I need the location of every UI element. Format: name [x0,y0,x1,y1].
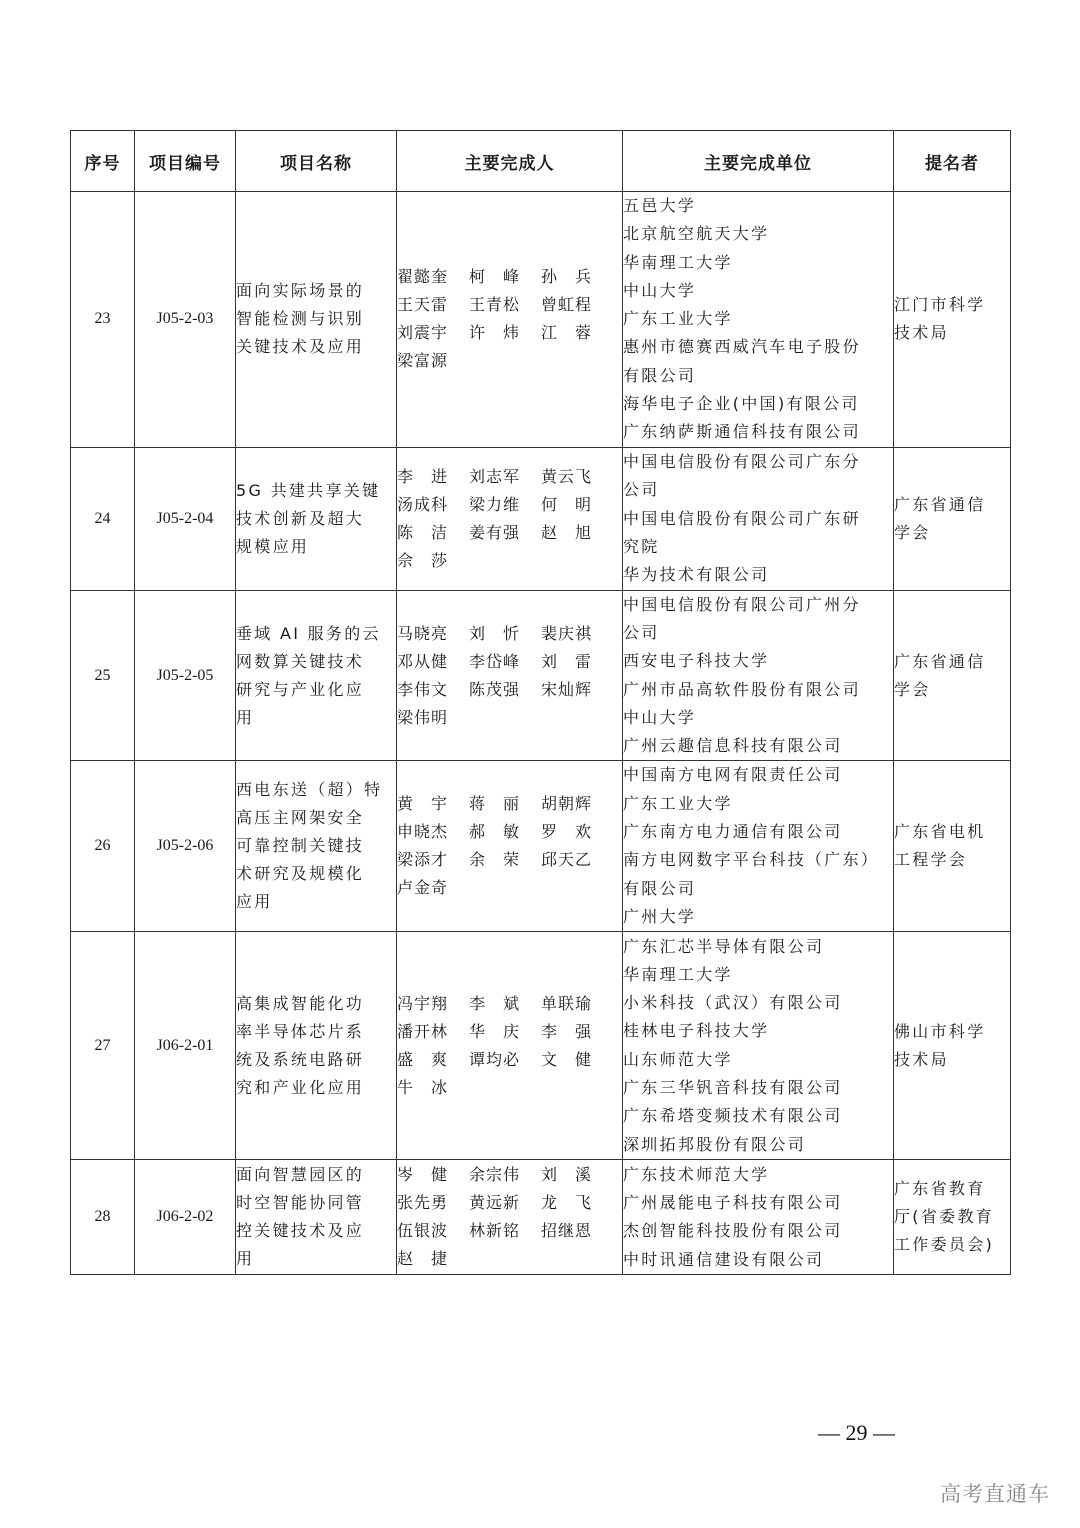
person-name: 余 宗 伟 [469,1165,519,1185]
people-line [397,319,622,347]
project-name-line: 技术创新及超大 [236,508,365,528]
header-nominator: 提名者 [894,131,1011,192]
nominator-cell [894,761,1011,932]
person-name: 盛 爽 [397,1049,447,1069]
people-line [397,547,622,575]
project-name-line: 垂域 AI 服务的云 [236,623,381,643]
people-line [397,1018,622,1046]
unit-line: 公司 [623,480,660,500]
unit-line: 惠州市德赛西威汽车电子股份 [623,337,861,357]
nominator-line: 广东省通信 [894,494,986,514]
unit-line: 华为技术有限公司 [623,565,770,585]
unit-line: 中国电信股份有限公司广东分 [623,451,861,471]
award-projects-table [70,130,1011,1275]
people-line [397,846,622,874]
project-name-cell [236,192,397,448]
project-name-line: 率半导体芯片系 [236,1021,365,1041]
unit-line: 中时讯通信建设有限公司 [623,1249,825,1269]
person-name: 梁 伟 明 [397,707,447,727]
person-name: 牛 冰 [397,1077,447,1097]
person-name: 邱 天 乙 [541,850,591,870]
nominator-line: 学会 [894,522,931,542]
project-name-line: 术研究及规模化 [236,864,365,884]
project-name-cell [236,447,397,590]
person-name: 王 天 雷 [397,295,447,315]
unit-line: 中山大学 [623,280,697,300]
project-name-cell [236,932,397,1160]
people-line [397,1217,622,1245]
people-line [397,1046,622,1074]
project-name-line: 关键技术及应用 [236,337,365,357]
person-name: 何 明 [541,494,591,514]
nominator-line: 工程学会 [894,850,968,870]
table-row [71,447,1011,590]
people-line [397,463,622,491]
person-name: 刘 雷 [541,651,591,671]
table-row [71,1160,1011,1275]
person-name: 罗 欢 [541,822,591,842]
project-name-line: 网数算关键技术 [236,651,365,671]
person-name: 文 健 [541,1049,591,1069]
project-code-cell: J05-2-03 [135,192,236,448]
unit-line: 广东三华钒音科技有限公司 [623,1078,843,1098]
people-cell [397,932,623,1160]
header-name: 项目名称 [236,131,397,192]
units-cell [623,590,894,761]
people-line [397,291,622,319]
nominator-cell [894,192,1011,448]
units-cell [623,447,894,590]
person-name: 梁 富 源 [397,351,447,371]
project-name-line: 应用 [236,892,273,912]
person-name: 梁 力 维 [469,494,519,514]
project-name-line: 高集成智能化功 [236,993,365,1013]
person-name: 谭 均 必 [469,1049,519,1069]
project-name-line: 研究与产业化应 [236,679,365,699]
nominator-line: 厅(省委教育 [894,1207,995,1227]
people-line [397,818,622,846]
person-name: 李 伟 文 [397,679,447,699]
person-name: 岑 健 [397,1165,447,1185]
person-name: 潘 开 林 [397,1021,447,1041]
header-units: 主要完成单位 [623,131,894,192]
person-name: 华 庆 [469,1021,519,1041]
people-line [397,519,622,547]
nominator-cell [894,1160,1011,1275]
project-name-line: 西电东送（超）特 [236,780,383,800]
person-name: 蒋 丽 [469,794,519,814]
person-name: 曾 虹 程 [541,295,591,315]
project-code-cell: J05-2-04 [135,447,236,590]
people-line [397,263,622,291]
person-name: 龙 飞 [541,1193,591,1213]
nominator-line: 广东省通信 [894,651,986,671]
person-name: 马 晓 亮 [397,623,447,643]
unit-line: 华南理工大学 [623,964,733,984]
person-name: 张 先 勇 [397,1193,447,1213]
person-name: 裴 庆 祺 [541,623,591,643]
nominator-cell [894,932,1011,1160]
table-row [71,590,1011,761]
unit-line: 广州晟能电子科技有限公司 [623,1192,843,1212]
person-name: 余 荣 [469,850,519,870]
people-line [397,1245,622,1273]
project-name-line: 究和产业化应用 [236,1077,365,1097]
people-cell [397,761,623,932]
seq-cell: 27 [71,932,135,1160]
person-name: 翟 懿 奎 [397,267,447,287]
person-name: 刘 溪 [541,1165,591,1185]
person-name: 郝 敏 [469,822,519,842]
unit-line: 西安电子科技大学 [623,651,770,671]
unit-line: 深圳拓邦股份有限公司 [623,1134,807,1154]
unit-line: 公司 [623,622,660,642]
project-name-line: 5G 共建共享关键 [236,480,381,500]
unit-line: 中国电信股份有限公司广州分 [623,594,861,614]
person-name: 赵 捷 [397,1249,447,1269]
people-line [397,491,622,519]
person-name: 刘 志 军 [469,466,519,486]
nominator-line: 技术局 [894,323,949,343]
project-name-line: 用 [236,707,255,727]
people-cell [397,192,623,448]
project-name-cell [236,761,397,932]
nominator-cell [894,590,1011,761]
unit-line: 广东纳萨斯通信科技有限公司 [623,422,861,442]
project-code-cell: J06-2-02 [135,1160,236,1275]
header-code: 项目编号 [135,131,236,192]
watermark: 高考直通车 [940,1482,1050,1506]
project-name-line: 统及系统电路研 [236,1049,365,1069]
unit-line: 广东技术师范大学 [623,1164,770,1184]
people-cell [397,1160,623,1275]
people-cell [397,590,623,761]
people-cell [397,447,623,590]
unit-line: 桂林电子科技大学 [623,1021,770,1041]
unit-line: 广东南方电力通信有限公司 [623,822,843,842]
project-code-cell: J05-2-05 [135,590,236,761]
people-line [397,874,622,902]
person-name: 伍 银 波 [397,1221,447,1241]
unit-line: 中国电信股份有限公司广东研 [623,508,861,528]
table-body [71,192,1011,1275]
unit-line: 山东师范大学 [623,1049,733,1069]
unit-line: 有限公司 [623,878,697,898]
people-line [397,704,622,732]
people-line [397,1189,622,1217]
people-line [397,648,622,676]
person-name: 陈 洁 [397,522,447,542]
person-name: 邓 从 健 [397,651,447,671]
nominator-line: 工作委员会) [894,1235,995,1255]
unit-line: 有限公司 [623,365,697,385]
units-cell [623,192,894,448]
person-name: 申 晓 杰 [397,822,447,842]
table-header-row [71,131,1011,192]
seq-cell: 25 [71,590,135,761]
project-name-line: 可靠控制关键技 [236,836,365,856]
project-name-line: 时空智能协同管 [236,1193,365,1213]
project-name-cell [236,1160,397,1275]
nominator-line: 江门市科学 [894,295,986,315]
units-cell [623,932,894,1160]
unit-line: 广东工业大学 [623,309,733,329]
nominator-line: 广东省教育 [894,1179,986,1199]
unit-line: 广东工业大学 [623,793,733,813]
person-name: 姜 有 强 [469,522,519,542]
person-name: 宋 灿 辉 [541,679,591,699]
person-name: 胡 朝 辉 [541,794,591,814]
person-name: 赵 旭 [541,522,591,542]
unit-line: 广东汇芯半导体有限公司 [623,936,825,956]
table-row [71,761,1011,932]
people-line [397,347,622,375]
person-name: 林 新 铭 [469,1221,519,1241]
header-people: 主要完成人 [397,131,623,192]
seq-cell: 24 [71,447,135,590]
people-line [397,990,622,1018]
nominator-line: 学会 [894,679,931,699]
person-name: 佘 莎 [397,550,447,570]
people-line [397,620,622,648]
page-number: — 29 — [818,1420,895,1445]
unit-line: 南方电网数字平台科技（广东） [623,850,880,870]
people-line [397,676,622,704]
person-name: 汤 成 科 [397,494,447,514]
people-line [397,1161,622,1189]
person-name: 黄 云 飞 [541,466,591,486]
project-code-cell: J05-2-06 [135,761,236,932]
person-name: 刘 忻 [469,623,519,643]
person-name: 许 炜 [469,323,519,343]
project-name-line: 控关键技术及应 [236,1221,365,1241]
person-name: 刘 震 宇 [397,323,447,343]
units-cell [623,761,894,932]
person-name: 江 蓉 [541,323,591,343]
nominator-line: 佛山市科学 [894,1021,986,1041]
person-name: 黄 远 新 [469,1193,519,1213]
person-name: 李 强 [541,1021,591,1041]
project-name-line: 面向实际场景的 [236,281,365,301]
project-name-line: 智能检测与识别 [236,309,365,329]
person-name: 陈 茂 强 [469,679,519,699]
person-name: 梁 添 才 [397,850,447,870]
seq-cell: 26 [71,761,135,932]
person-name: 孙 兵 [541,267,591,287]
unit-line: 华南理工大学 [623,252,733,272]
person-name: 李 进 [397,466,447,486]
unit-line: 广州市品高软件股份有限公司 [623,679,861,699]
project-name-line: 面向智慧园区的 [236,1165,365,1185]
people-line [397,1074,622,1102]
unit-line: 广东希塔变频技术有限公司 [623,1106,843,1126]
person-name: 柯 峰 [469,267,519,287]
seq-cell: 28 [71,1160,135,1275]
person-name: 冯 宇 翔 [397,993,447,1013]
unit-line: 小米科技（武汉）有限公司 [623,993,843,1013]
person-name: 王 青 松 [469,295,519,315]
people-line [397,790,622,818]
project-name-line: 高压主网架安全 [236,808,365,828]
project-name-cell [236,590,397,761]
person-name: 李 岱 峰 [469,651,519,671]
table-row [71,932,1011,1160]
table-row [71,192,1011,448]
project-code-cell: J06-2-01 [135,932,236,1160]
unit-line: 杰创智能科技股份有限公司 [623,1221,843,1241]
nominator-line: 广东省电机 [894,822,986,842]
unit-line: 北京航空航天大学 [623,224,770,244]
person-name: 招 继 恩 [541,1221,591,1241]
project-name-line: 用 [236,1249,255,1269]
unit-line: 广州云趣信息科技有限公司 [623,736,843,756]
project-name-line: 规模应用 [236,536,310,556]
unit-line: 究院 [623,536,660,556]
nominator-line: 技术局 [894,1049,949,1069]
seq-cell: 23 [71,192,135,448]
unit-line: 五邑大学 [623,196,697,215]
unit-line: 中山大学 [623,707,697,727]
person-name: 李 斌 [469,993,519,1013]
person-name: 单 联 瑜 [541,993,591,1013]
person-name: 黄 宇 [397,794,447,814]
unit-line: 广州大学 [623,906,697,926]
unit-line: 中国南方电网有限责任公司 [623,765,843,785]
units-cell [623,1160,894,1275]
header-seq: 序号 [71,131,135,192]
unit-line: 海华电子企业(中国)有限公司 [623,394,860,414]
nominator-cell [894,447,1011,590]
person-name: 卢 金 奇 [397,878,447,898]
